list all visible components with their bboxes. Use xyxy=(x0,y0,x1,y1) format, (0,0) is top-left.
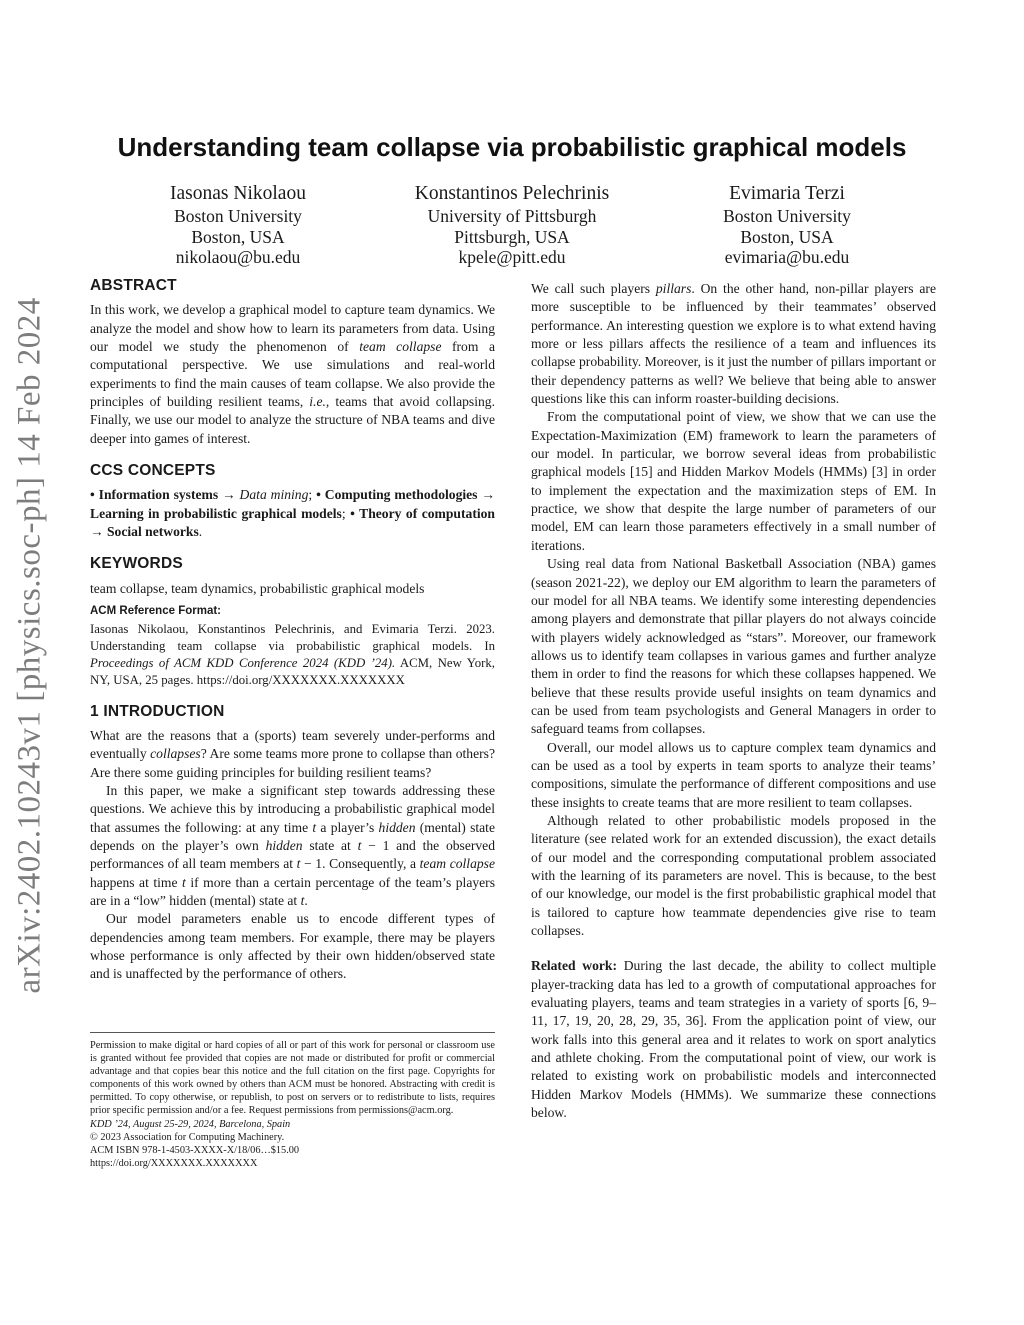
arxiv-identifier: arXiv:2402.10243v1 [physics.soc-ph] 14 Feb 2024 xyxy=(11,297,48,994)
author-email[interactable]: nikolaou@bu.edu xyxy=(175,247,301,267)
ccs-text: • Information systems → Data mining; • Computing methodologies → Learning in probabilistic graphical models; • Theory of computation → Social networks. xyxy=(90,487,495,540)
right-column xyxy=(531,280,936,1122)
author-2 xyxy=(362,182,662,268)
acm-reference-text: Iasonas Nikolaou, Konstantinos Pelechrinis, and Evimaria Terzi. 2023. Understanding team collapse via probabilistic graphical models. In Proceedings of ACM KDD Conference 2024 (KDD ’24). ACM, New York, NY, USA, 25 pages. https://doi.org/XXXXXXX.XXXXXXX xyxy=(90,621,495,687)
author-email[interactable]: evimaria@bu.edu xyxy=(724,247,850,267)
keywords-text: team collapse, team dynamics, probabilistic graphical models xyxy=(90,580,425,596)
left-column xyxy=(90,277,495,984)
author-location: Boston, USA xyxy=(740,226,834,247)
right-paragraph-4: Overall, our model allows us to capture complex team dynamics and can be used as a tool by experts in team sports to analyze their teams’ compositions, simulate the performance of different compositions and use these insights to create teams that are more resilient to team collapses. xyxy=(531,739,936,810)
conference-info: KDD ’24, August 25-29, 2024, Barcelona, Spain xyxy=(90,1118,291,1130)
right-paragraph-2: From the computational point of view, we show that we can use the Expectation-Maximization (EM) framework to learn the parameters of our model. In particular, we borrow several ideas from probabilistic graphical models [15] and Hidden Markov Models (HMMs) [3] in order to implement the expectation and the maximization steps of EM. In practice, we show that despite the large number of parameters of our model, EM can learn those parameters effectively in a small number of iterations. xyxy=(531,409,936,553)
related-work-paragraph: Related work: During the last decade, the ability to collect multiple player-tracking data has led to a growth of computational approaches for evaluating players, teams and team strategies in a variety of sports [6, 9–11, 17, 19, 20, 28, 29, 35, 36]. From the application point of view, our work falls into this general area and it relates to work on sport analytics and athlete choking. From the computational point of view, our work is related to existing work on probabilistic models and interconnected Hidden Markov Models (HMMs). We summarize these connections below. xyxy=(531,958,936,1121)
intro-paragraph-3: Our model parameters enable us to encode different types of dependencies among team members. For example, there may be players whose performance is only affected by their own hidden/observed state and is unaffected by the performance of others. xyxy=(90,911,495,982)
intro-paragraph-2: In this paper, we make a significant step towards addressing these questions. We achieve this by introducing a probabilistic graphical model that assumes the following: at any time t a player’s hidden (mental) state depends on the player’s own hidden state at t − 1 and the observed performances of all team members at t − 1. Consequently, a team collapse happens at time t if more than a certain percentage of the team’s players are in a “low” hidden (mental) state at t. xyxy=(90,782,496,908)
permission-footnote xyxy=(90,1032,495,1170)
ccs-heading: CCS CONCEPTS xyxy=(90,462,216,480)
author-email[interactable]: kpele@pitt.edu xyxy=(458,247,566,267)
acm-reference-heading: ACM Reference Format: xyxy=(90,605,221,618)
author-affiliation: Boston University xyxy=(174,206,302,226)
right-paragraph-5: Although related to other probabilistic models proposed in the literature (see related work for an extended discussion), the exact details of our model and the corresponding computational problem associated with the learning of its parameters are novel. This is because, to the best of our knowledge, our model is the first probabilistic graphical model that is tailored to capture how teammate dependencies give rise to team collapses. xyxy=(531,812,936,939)
keywords-heading: KEYWORDS xyxy=(90,555,183,573)
right-paragraph-1: We call such players pillars. On the other hand, non-pillar players are more susceptible to be influenced by their teammates’ observed performance. An interesting question we explore is to what extend having more or less pillars affects the resilience of a team and influences its collapse probability. Moreover, is it just the number of pillars important or their dependency patterns as well? We believe that being able to answer questions like this can inform roaster-building decisions. xyxy=(531,281,936,407)
doi-link[interactable]: https://doi.org/XXXXXXX.XXXXXXX xyxy=(90,1157,258,1169)
author-location: Pittsburgh, USA xyxy=(454,226,570,247)
paper-title: Understanding team collapse via probabilistic graphical models xyxy=(117,132,907,162)
author-location: Boston, USA xyxy=(191,226,285,247)
right-paragraph-3: Using real data from National Basketball Association (NBA) games (season 2021-22), we deploy our EM algorithm to learn the parameters of our model for all NBA teams. We identify some interesting dependencies among players and demonstrate that pillar players do not always coincide with players widely acknowledged as “stars”. Moreover, our framework allows us to identify team collapses in various games and further analyze them in order to find the reasons for which these collapses happened. We believe that these results provide useful insights on team dynamics and can be used from team psychologists and General Managers in order to safeguard teams from collapses. xyxy=(531,556,936,737)
author-affiliation: University of Pittsburgh xyxy=(427,206,597,226)
author-affiliation: Boston University xyxy=(723,206,851,226)
abstract-heading: ABSTRACT xyxy=(90,277,177,294)
introduction-heading: 1 INTRODUCTION xyxy=(90,702,225,720)
intro-paragraph-1: What are the reasons that a (sports) team severely under-performs and eventually collapses? Are some teams more prone to collapse than others? Are there some guiding principles for building resilient teams? xyxy=(90,727,495,780)
permission-text: Permission to make digital or hard copies of all or part of this work for personal or classroom use is granted without fee provided that copies are not made or distributed for profit or commercial advantage and that copies bear this notice and the full citation on the first page. Copyrights for components of this work owned by others than ACM must be honored. Abstracting with credit is permitted. To copy otherwise, or republish, to post on servers or to redistribute to lists, requires prior specific permission and/or a fee. Request permissions from permissions@acm.org. xyxy=(90,1040,495,1117)
abstract-text: In this work, we develop a graphical model to capture team dynamics. We analyze the model and show how to learn its parameters from data. Using our model we study the phenomenon of team collapse from a computational perspective. We use simulations and real-world experiments to find the main causes of team collapse. We also provide the principles of building resilient teams, i.e., teams that avoid collapsing. Finally, we use our model to analyze the structure of NBA teams and dive deeper into games of interest. xyxy=(90,302,495,446)
author-1 xyxy=(88,182,388,268)
isbn-text: ACM ISBN 978-1-4503-XXXX-X/18/06…$15.00 xyxy=(90,1144,300,1156)
author-name: Konstantinos Pelechrinis xyxy=(414,183,610,204)
author-name: Iasonas Nikolaou xyxy=(170,183,306,204)
author-name: Evimaria Terzi xyxy=(729,183,845,204)
copyright-text: © 2023 Association for Computing Machinery. xyxy=(90,1131,285,1143)
author-3 xyxy=(637,182,937,268)
